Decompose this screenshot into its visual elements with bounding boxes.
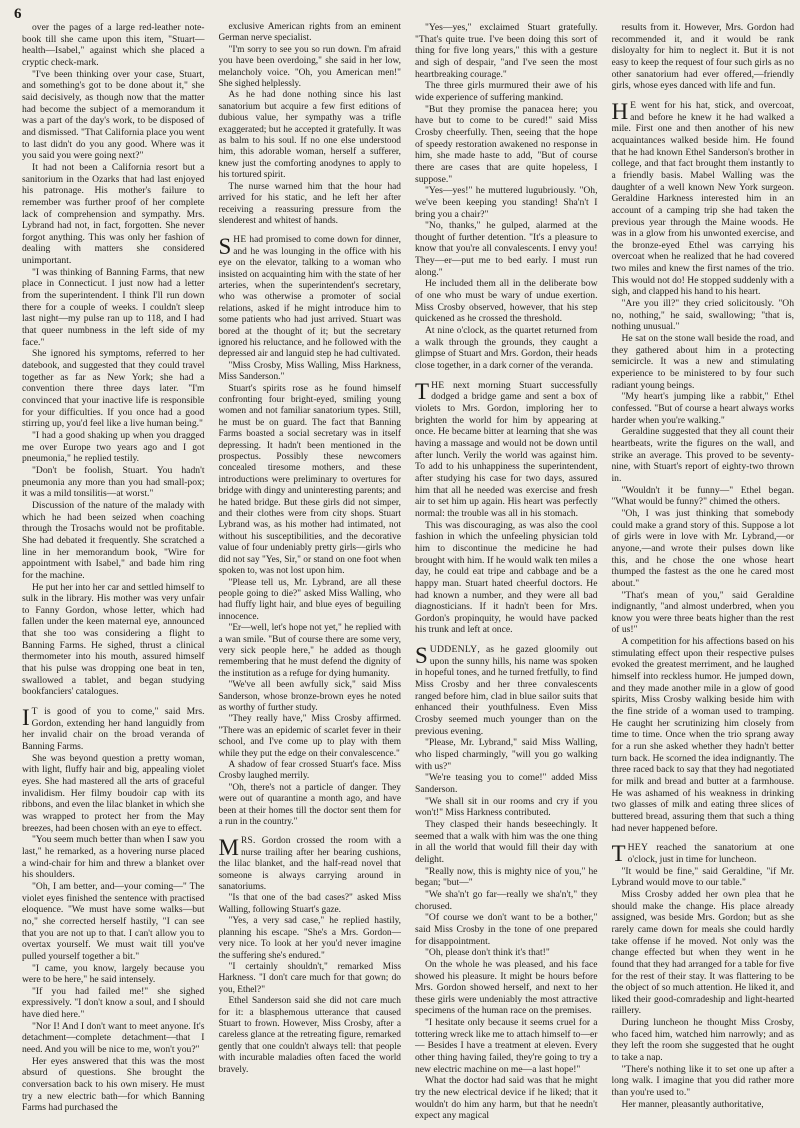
paragraph <box>612 889 795 1017</box>
lead-in: RS. <box>240 836 256 847</box>
paragraph-text: had promised to come down for dinner, and he was lounging in the office with his eye on the elevator, talking to a woman who insisted on acquainting him with the state of her arteries, when the superintendent's secretary, who was otherwise a promoter of social relations, asked if he might introduce him to some patients who had just arrived. Stuart was bored at the thought of it; but the secretary ignored his reluctance, and he followed with the depressed air and languid step he had cultivated. <box>218 235 401 360</box>
paragraph-text: "I had a good shaking up when you dragged me over Europe two years ago and I got pneumonia," he replied testily. <box>22 429 205 465</box>
paragraph <box>612 22 795 92</box>
paragraph <box>415 889 598 912</box>
paragraph-text: reached the sanatorium at one o'clock, just in time for luncheon. <box>627 842 794 865</box>
paragraph <box>22 986 205 1021</box>
drop-cap: S <box>218 234 232 260</box>
paragraph <box>612 391 795 426</box>
paragraph-text: results from it. However, Mrs. Gordon had recommended it, and it would be rank disloyalty for him to neglect it. But it is not easy to keep the request of four such girls as no other sanatorium had ever offered,—friendly girls, whose eyes danced with life and fun. <box>611 22 794 92</box>
paragraph <box>22 753 205 835</box>
paragraph-text: "Oh, I was just thinking that somebody could make a grand story of this. Suppose a lot of girls were in love with Mr. Lybrand,—or anyone,—and wrote their pulses down like this, and he chose the one whose heart thumped the fastest as the one he cared most about." <box>611 507 794 589</box>
paragraph-text: next morning Stuart successfully dodged a bridge game and sent a box of violets to Mrs. Gordon, imploring her to brighten the world for him by appearing at once. He became bitter at learning that she was having a massage and would not be down until after lunch. Verily the world was against him. To add to his unhappiness the superintendent, after studying his case for two days, assured him that all he needed was exercise and fresh air to set him up again. His heart was perfectly normal: the trouble was all in his stomach. <box>415 379 598 519</box>
page-number: 6 <box>14 6 22 22</box>
paragraph <box>219 182 402 228</box>
paragraph <box>22 430 205 465</box>
paragraph <box>22 465 205 500</box>
paragraph-text: He included them all in the deliberate bow of one who must be wary of undue exertion. Miss Crosby observed, however, that his step quickened as he crossed the threshold. <box>415 278 598 325</box>
paragraph <box>612 298 795 333</box>
paragraph-text: Her manner, pleasantly authoritative, <box>621 1098 764 1110</box>
paragraph-text: "We shall sit in our rooms and cry if you won't!" Miss Harkness contributed. <box>415 795 598 819</box>
paragraph <box>612 333 795 391</box>
paragraph-text: The three girls murmured their awe of his wide experience of suffering mankind. <box>415 80 598 103</box>
paragraph <box>22 582 205 699</box>
article-body <box>22 22 794 1122</box>
paragraph <box>415 80 598 103</box>
paragraph <box>612 1099 795 1111</box>
paragraph <box>612 590 795 637</box>
paragraph-text: "My heart's jumping like a rabbit," Ethel confessed. "But of course a heart always works harder when you're walking." <box>611 391 794 426</box>
paragraph-text: "That's mean of you," said Geraldine indignantly, "and almost underbred, when you know you were three beats higher than the rest of us!" <box>611 589 794 636</box>
paragraph <box>219 384 402 578</box>
paragraph-text: A shadow of fear crossed Stuart's face. Miss Crosby laughed merrily. <box>218 760 401 782</box>
paragraph <box>612 866 795 889</box>
paragraph-text: "I hesitate only because it seems cruel for a tottering wreck like me to attach himself to—er— Besides I have a treatment at eleven. Every other thing having failed, they're going to try a new electric machine on me—a last hope!" <box>415 1017 598 1075</box>
lead-in: UDDENLY <box>429 644 478 656</box>
column-1 <box>22 22 205 1122</box>
paragraph <box>612 426 795 484</box>
paragraph-text: This was discouraging, as was also the cool fashion in which the unfeeling physician told him to discontinue the medicine he had brought with him. If he would walk ten miles a day, he could eat tripe and cabbage and be a happy man. Stuart hated cheerful doctors. He had known a number, and they were all bad diagnosticians. If it hadn't been for Mrs. Gordon's propinquity, he would have packed his trunk and left at once. <box>415 519 598 636</box>
paragraph-text: "I came, you know, largely because you were to be here," he said intensely. <box>22 962 205 986</box>
paragraph-text: She was beyond question a pretty woman, with light, fluffy hair and big, appealing violet eyes. She had mastered all the arts of graceful invalidism. Her filmy boudoir cap with its ribbons, and even the lilac blanket in which she was wrapped to protect her from the May breezes, had been chosen with an eye to effect. <box>22 752 205 834</box>
paragraph <box>219 45 402 91</box>
lead-in: E <box>630 99 637 111</box>
section-opening-paragraph <box>612 842 795 865</box>
column-3 <box>415 22 598 1122</box>
paragraph-text: "I'm sorry to see you so run down. I'm afraid you have been overdoing," she said in her low, melancholy voice. "Oh, you American men!" She sighed helplessly. <box>218 44 401 90</box>
paragraph-text: "Yes—yes," exclaimed Stuart gratefully. "That's quite true. I've been doing this sort of thing for five long years," this with a gesture and sigh of despair, "and I've seen the most heartbreaking courage." <box>415 22 598 80</box>
paragraph <box>415 772 598 795</box>
paragraph-text: Discussion of the nature of the malady with which he had been seized when coaching through the Trosachs would not be profitable. She had debated it frequently. She scratched a line in her memorandum book, "Wire for appointment with Isabel," and bade him ring for the machine. <box>22 499 205 581</box>
paragraph-text: "If you had failed me!" she sighed expressively. "I don't know a soul, and I should have died here." <box>22 985 205 1021</box>
paragraph-text: "Really now, this is mighty nice of you," he began; "but—" <box>415 865 598 889</box>
paragraph-text: Geraldine suggested that they all count their heartbeats, write the figures on the wall, and strike an average. This proved to be seventy-nine, with Stuart's report of eighty-two thrown in. <box>611 426 794 484</box>
section-opening-paragraph <box>415 644 598 737</box>
paragraph <box>415 185 598 220</box>
paragraph <box>612 1017 795 1064</box>
paragraph <box>415 819 598 866</box>
paragraph <box>415 1017 598 1075</box>
paragraph-text: "We're teasing you to come!" added Miss Sanderson. <box>415 772 598 795</box>
lead-in: HE <box>233 235 247 246</box>
paragraph-text: exclusive American rights from an eminent German nerve specialist. <box>218 22 401 44</box>
paragraph-text: "No, thanks," he gulped, alarmed at the thought of further detention. "It's a pleasure to know that you're all convalescents. I envy you! They—er—put me to bed early. I must run along." <box>415 220 598 278</box>
paragraph-text: He put her into her car and settled himself to sulk in the library. His mother was very unfair to Fanny Gordon, whose letter, which had fallen under the keen maternal eye, announced that she too was considering a flight to Banning Farms. He sighed, thrust a clinical thermometer into his mouth, assured himself that his pulse was dropping one beat in ten, swallowed a tablet, and began studying bookfanciers' catalogues. <box>22 581 205 698</box>
section-opening-paragraph <box>22 706 205 753</box>
paragraph-text: "But they promise the panacea here; you have but to come to be cured!" said Miss Crosby cheerfully. Then, seeing that the hope of speedy restoration awakened no response in him, she made haste to add, "But of course there are cases that are quite hopeless, I suppose." <box>415 103 598 185</box>
paragraph <box>415 796 598 819</box>
paragraph-text: "You seem much better than when I saw you last," he remarked, as a hovering nurse placed a wind-chair for him and threw a blanket over his shoulders. <box>22 834 205 881</box>
paragraph-text: "Don't be foolish, Stuart. You hadn't pneumonia any more than you had small-pox; it was a mild tonsilitis—at worst." <box>22 464 205 500</box>
drop-cap: M <box>218 835 239 861</box>
paragraph-text: At nine o'clock, as the quartet returned from a walk through the grounds, they caught a glimpse of Stuart and Mrs. Gordon, their heads close together, in a dark corner of the veranda. <box>415 325 598 372</box>
paragraph-text: "Oh, there's not a particle of danger. They were out of quarantine a month ago, and have been at their homes till the doctor sent them for a run in the country." <box>218 782 401 828</box>
paragraph-text: "Oh, please don't think it's that!" <box>425 947 550 959</box>
paragraph-text: "I certainly shouldn't," remarked Miss Harkness. "I don't care much for that gown; do you, Ethel?" <box>218 961 401 995</box>
paragraph-text: "I've been thinking over your case, Stuart, and something's got to be done about it," she said decisively, as though now that the matter had become the subject of a memorandum it was a part of the day's work, to be disposed of and dismissed. "That California place you went to last didn't do you any good. Where was it you said you were going next?" <box>22 68 205 162</box>
paragraph <box>415 104 598 186</box>
paragraph <box>22 500 205 582</box>
paragraph <box>219 22 402 45</box>
drop-cap: H <box>611 98 629 124</box>
paragraph <box>415 912 598 947</box>
lead-in: HEY <box>627 842 649 854</box>
paragraph-text: He sat on the stone wall beside the road, and they gathered about him in a protecting semicircle. It was a new and stimulating experience to be ministered to by four such radiant young beings. <box>611 333 794 391</box>
paragraph <box>219 893 402 916</box>
paragraph-text: "I was thinking of Banning Farms, that new place in Connecticut. I just now had a letter from the superintendent. I think I'll run down there for a couple of weeks. I couldn't sleep last night—my pulse ran up to 118, and I had that queer numbness in the left side of my face." <box>22 266 205 348</box>
paragraph <box>415 1075 598 1122</box>
paragraph-text: "There's nothing like it to set one up after a long walk. I imagine that you did rather more than you're used to." <box>611 1063 794 1099</box>
section-opening-paragraph <box>415 380 598 520</box>
paragraph <box>22 162 205 267</box>
paragraph <box>612 1064 795 1099</box>
paragraph-text: "Nor I! And I don't want to meet anyone. It's detachment—complete detachment—that I need. And you will be nice to me, won't you?" <box>22 1020 205 1056</box>
paragraph <box>22 834 205 881</box>
paragraph <box>415 959 598 1017</box>
paragraph-text: "Are you ill?" they cried solicitously. "Oh no, nothing," he said, swallowing; "that is, nothing unusual." <box>611 298 794 333</box>
paragraph <box>22 1056 205 1114</box>
paragraph <box>415 866 598 889</box>
drop-cap: S <box>415 643 428 669</box>
paragraph-text: She ignored his symptoms, referred to her datebook, and suggested that they could travel together as far as New York; she had a convention there three days later. "I'm convinced that your inactive life is responsible for your difficulties. If you once had a good stirring up, you'd feel like a live human being." <box>22 348 205 430</box>
paragraph <box>219 623 402 680</box>
paragraph <box>22 267 205 349</box>
paragraph <box>219 996 402 1076</box>
section-opening-paragraph <box>219 836 402 893</box>
paragraph <box>219 90 402 181</box>
paragraph <box>219 962 402 996</box>
paragraph <box>415 947 598 959</box>
paragraph <box>219 578 402 624</box>
paragraph-text: , as he gazed gloomily out upon the sunny hills, his name was spoken in hopeful tones, and he turned fretfully, to find Miss Crosby and her three convalescents ranged before him, clad in blue sailor suits that enhanced their youthfulness. Even Miss Crosby seemed much younger than on the previous evening. <box>415 644 598 737</box>
paragraph-text: "Wouldn't it be funny—" Ethel began. "What would be funny?" chimed the others. <box>611 484 794 508</box>
paragraph-text: "Please tell us, Mr. Lybrand, are all these people going to die?" asked Miss Walling, who had fluffy light hair, and blue eyes of beguiling innocence. <box>218 577 401 622</box>
drop-cap: I <box>22 705 30 731</box>
paragraph <box>22 1021 205 1056</box>
paragraph <box>22 69 205 162</box>
paragraph <box>219 760 402 783</box>
paragraph-text: The nurse warned him that the hour had arrived for his static, and he left her after receiving a reassuring pressure from the slenderest and whitest of hands. <box>218 181 401 226</box>
paragraph <box>22 963 205 986</box>
paragraph-text: A competition for his affections based on his stimulating effect upon their respective pulses evoked the greatest merriment, and he laughed himself into reckless humor. He jumped down, and they made another mile in a glow of good spirits, Miss Crosby walking beside him with the fine stride of a woman used to tramping. He caught her scrutinizing him closely from time to time. Once when the trio sprang away for a run she asked whether they hadn't better turn back. He scorned the idea indignantly. The three raced back to say that they had negotiated for milk and bread and butter at a farmhouse. He was ashamed of his weakness in drinking two glasses of milk and eating three slices of buttered bread, assuring them that such a thing had never happened before. <box>611 636 794 834</box>
lead-in: T <box>31 706 38 718</box>
section-opening-paragraph <box>612 100 795 298</box>
paragraph-text: Her eyes answered that this was the most absurd of questions. She brought the conversation back to his own misery. He must try a new electric bath—for which Banning Farms had purchased the <box>22 1055 205 1114</box>
paragraph <box>22 22 205 69</box>
paragraph-text: "It would be fine," said Geraldine, "if Mr. Lybrand would move to our table." <box>611 865 794 889</box>
paragraph-text: "Er—well, let's hope not yet," he replied with a wan smile. "But of course there are some very, very sick people here," he added as though remembering that he must defend the dignity of the institution as a refuge for dying humanity. <box>218 623 401 679</box>
paragraph-text: During luncheon he thought Miss Crosby, who faced him, watched him narrowly; and as they left the room she suggested that he ought to take a nap. <box>611 1017 794 1064</box>
lead-in: HE <box>431 379 445 391</box>
paragraph-text: "Yes, a very sad case," he replied hastily, planning his escape. "She's a Mrs. Gordon—very nice. To look at her you'd never imagine the suffering she's endured." <box>218 916 401 961</box>
paragraph <box>415 325 598 372</box>
paragraph <box>219 714 402 760</box>
paragraph-text: "Miss Crosby, Miss Walling, Miss Harkness, Miss Sanderson." <box>218 360 401 383</box>
paragraph-text: went for his hat, stick, and overcoat, and before he knew it he had walked a mile. First one and then another of his new acquaintances walked beside him. He found that he had known Ethel Sanderson's brother in college, and that fact brought them instantly to a friendly basis. Mabel Walling was the daughter of a well known New York surgeon. Geraldine Harkness interested him in an account of a camping trip she had taken the previous year through the Maine woods. He was in a glow from his unwonted exercise, and the bronze-eyed Ethel was carrying his overcoat when he realized that he had covered two miles and knew the first names of the trio. This would not do! He stopped suddenly with a sigh, and clapped his hand to his heart. <box>611 99 794 298</box>
paragraph-text: They clasped their hands beseechingly. It seemed that a walk with him was the one thing in all the world that would fill their day with delight. <box>415 818 598 865</box>
paragraph-text: "Of course we don't want to be a bother," said Miss Crosby in the tone of one prepared for disappointment. <box>415 912 598 947</box>
paragraph-text: "Please, Mr. Lybrand," said Miss Walling, who lisped charmingly, "will you go walking with us?" <box>415 737 598 772</box>
paragraph-text: On the whole he was pleased, and his face showed his pleasure. It might be hours before Mrs. Gordon showed herself, and next to her these girls were undeniably the most attractive specimens of the human race on the premises. <box>415 958 598 1017</box>
paragraph <box>612 636 795 834</box>
paragraph-text: is good of you to come," said Mrs. Gordon, extending her hand languidly from her invalid chair on the broad veranda of Banning Farms. <box>22 706 205 753</box>
paragraph <box>22 881 205 963</box>
section-opening-paragraph <box>219 235 402 360</box>
paragraph <box>415 737 598 772</box>
paragraph-text: "Yes—yes!" he muttered lugubriously. "Oh, we've been keeping you standing! Sha'n't I bring you a chair?" <box>415 185 598 220</box>
paragraph-text: "Oh, I am better, and—your coming—" The violet eyes finished the sentence with practised eloquence. "We must have some walks—but no," she corrected herself hastily, "I can see that you are not up to that. I can't allow you to overtax yourself. We must wait till you've pulled yourself together a bit." <box>22 880 205 962</box>
drop-cap: T <box>611 841 626 867</box>
paragraph <box>219 361 402 384</box>
paragraph-text: Gordon crossed the room with a nurse trailing after her bearing cushions, the lilac blanket, and the half-read novel that someone is always carrying around in sanatoriums. <box>218 836 401 893</box>
paragraph-text: Miss Crosby added her own plea that he should make the change. His place already assigned, was beside Mrs. Gordon; but as she rarely came down for meals she could hardly take offense if he moved. Not only was the change effected but when they went in he found that they had arranged for a table for five for the rest of their stay. It was flattering to be the object of so much attention. He liked it, and liked their good-comradeship and light-hearted raillery. <box>611 888 794 1017</box>
paragraph-text: over the pages of a large red-leather note-book till she came upon this item, "Stuart—health—Isabel," against which she placed a cryptic check-mark. <box>22 22 205 68</box>
column-4 <box>612 22 795 1122</box>
paragraph <box>415 278 598 325</box>
paragraph <box>22 348 205 430</box>
paragraph <box>415 520 598 637</box>
paragraph-text: As he had done nothing since his last sanatorium but acquire a few first editions of dubious value, her sympathy was a trifle exaggerated; but he accepted it gratefully. It was as balm to his soul. If no one else understood him, this adorable woman, herself a sufferer, knew just the comforting anodynes to apply to his tortured spirit. <box>218 90 401 181</box>
paragraph-text: "They really have," Miss Crosby affirmed. "There was an epidemic of scarlet fever in their school, and I've come up to play with them while they put the edge on their convalescence." <box>218 714 401 759</box>
paragraph-text: Ethel Sanderson said she did not care much for it: a blasphemous utterance that caused Stuart to frown. However, Miss Crosby, after a careless glance at the retreating figure, remarked gently that one couldn't always tell: that people with incurable maladies often faced the world bravely. <box>218 996 401 1075</box>
paragraph <box>415 220 598 278</box>
paragraph <box>415 22 598 80</box>
paragraph <box>219 680 402 714</box>
paragraph-text: What the doctor had said was that he might try the new electrical device if he liked; that it wouldn't do him any harm, but that he needn't expect any magical <box>415 1075 598 1122</box>
paragraph-text: "Is that one of the bad cases?" asked Miss Walling, following Stuart's gaze. <box>218 893 401 915</box>
drop-cap: T <box>415 378 430 404</box>
paragraph <box>219 916 402 962</box>
paragraph-text: It had not been a California resort but a sanitorium in the Ozarks that had last enjoyed his patronage. His mother's failure to remember was further proof of her complete lack of comprehension and sympathy. Mrs. Lybrand had not, in fact, forgotten. She never forgot anything. This was only her fashion of dealing with matters she considered unimportant. <box>22 161 205 267</box>
paragraph-text: "We've all been awfully sick," said Miss Sanderson, whose bronze-brown eyes he noted as worthy of further study. <box>218 680 401 713</box>
paragraph <box>612 485 795 508</box>
paragraph-text: Stuart's spirits rose as he found himself confronting four bright-eyed, smiling young women and not familiar sanatorium types. Still, he must be on guard. The fact that Banning Farms boasted a social secretary was in itself depressing. It hadn't been mentioned in the prospectus. Possibly these newcomers concealed tiresome mothers, and these introductions were preliminary to overtures for bridge with dingy and uninteresting parents; and he hated bridge. But these girls did not simper, and their clothes were from city shops. Stuart Lybrand was, as his mother had intimated, not without his susceptibilities, and the decorative value of four undeniably pretty girls—girls who did not say "Yes, Sir," or stand on one foot when spoken to, was not lost upon him. <box>218 383 401 577</box>
column-2 <box>219 22 402 1122</box>
paragraph <box>219 783 402 829</box>
paragraph <box>612 508 795 590</box>
paragraph-text: "We sha'n't go far—really we sha'n't," they chorused. <box>415 888 598 912</box>
